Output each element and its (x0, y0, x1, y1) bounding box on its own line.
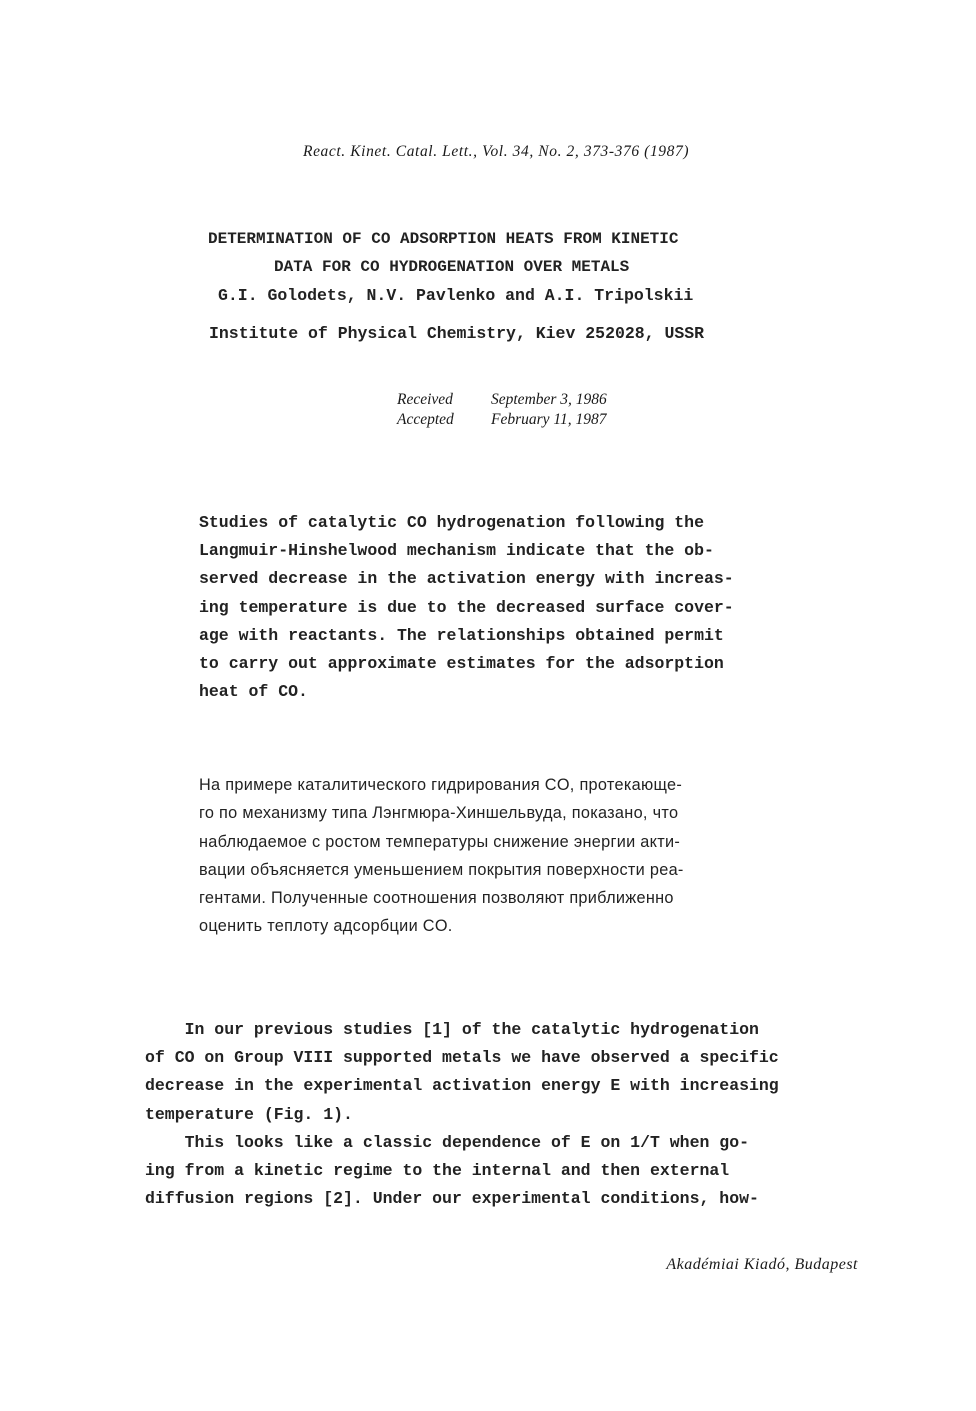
received-date: September 3, 1986 (491, 391, 607, 408)
abstract-english (199, 509, 734, 706)
body-line: This looks like a classic dependence of E on 1/T when go- (145, 1132, 749, 1152)
abstract-line: наблюдаемое с ростом температуры снижение энергии акти- (199, 832, 681, 851)
accepted-date: February 11, 1987 (491, 411, 607, 428)
authors: G.I. Golodets, N.V. Pavlenko and A.I. Tripolskii (218, 286, 694, 305)
body-line: temperature (Fig. 1). (145, 1104, 353, 1124)
paper-title-line-1: DETERMINATION OF CO ADSORPTION HEATS FROM KINETIC (208, 230, 679, 248)
abstract-line: Studies of catalytic CO hydrogenation following the (199, 513, 704, 532)
accepted-label: Accepted (397, 411, 454, 428)
abstract-line: to carry out approximate estimates for the adsorption (199, 654, 724, 674)
accepted-row (397, 410, 607, 430)
journal-citation: React. Kinet. Catal. Lett., Vol. 34, No. 2, 373-376 (1987) (303, 143, 690, 160)
body-line: In our previous studies [1] of the catalytic hydrogenation (145, 1020, 759, 1039)
publisher-footer: Akadémiai Kiadó, Budapest (666, 1256, 858, 1273)
abstract-russian (199, 771, 684, 941)
abstract-line: На примере каталитического гидрирования CO, протекающе- (199, 776, 683, 794)
abstract-line: age with reactants. The relationships obtained permit (199, 625, 724, 645)
abstract-line: ing temperature is due to the decreased surface cover- (199, 597, 734, 617)
abstract-line: served decrease in the activation energy with increas- (199, 569, 734, 589)
abstract-line: heat of CO. (199, 682, 308, 702)
paper-title-line-2: DATA FOR CO HYDROGENATION OVER METALS (274, 258, 630, 276)
affiliation: Institute of Physical Chemistry, Kiev 252028, USSR (209, 324, 705, 343)
body-text (145, 1016, 779, 1213)
abstract-line: го по механизму типа Лэнгмюра-Хиншельвуда, показано, что (199, 804, 679, 823)
abstract-line: вации объясняется уменьшением покрытия поверхности реа- (199, 860, 684, 879)
abstract-line: гентами. Полученные соотношения позволяют приближенно (199, 889, 674, 908)
abstract-line: Langmuir-Hinshelwood mechanism indicate that the ob- (199, 541, 714, 561)
body-line: of CO on Group VIII supported metals we have observed a specific (145, 1048, 779, 1068)
body-line: ing from a kinetic regime to the internal and then external (145, 1161, 730, 1181)
received-label: Received (397, 391, 453, 408)
received-row (397, 390, 607, 410)
abstract-line: оценить теплоту адсорбции CO. (199, 917, 453, 936)
submission-dates (397, 390, 607, 430)
body-line: decrease in the experimental activation energy E with increasing (145, 1076, 779, 1096)
body-line: diffusion regions [2]. Under our experimental conditions, how- (145, 1189, 759, 1209)
